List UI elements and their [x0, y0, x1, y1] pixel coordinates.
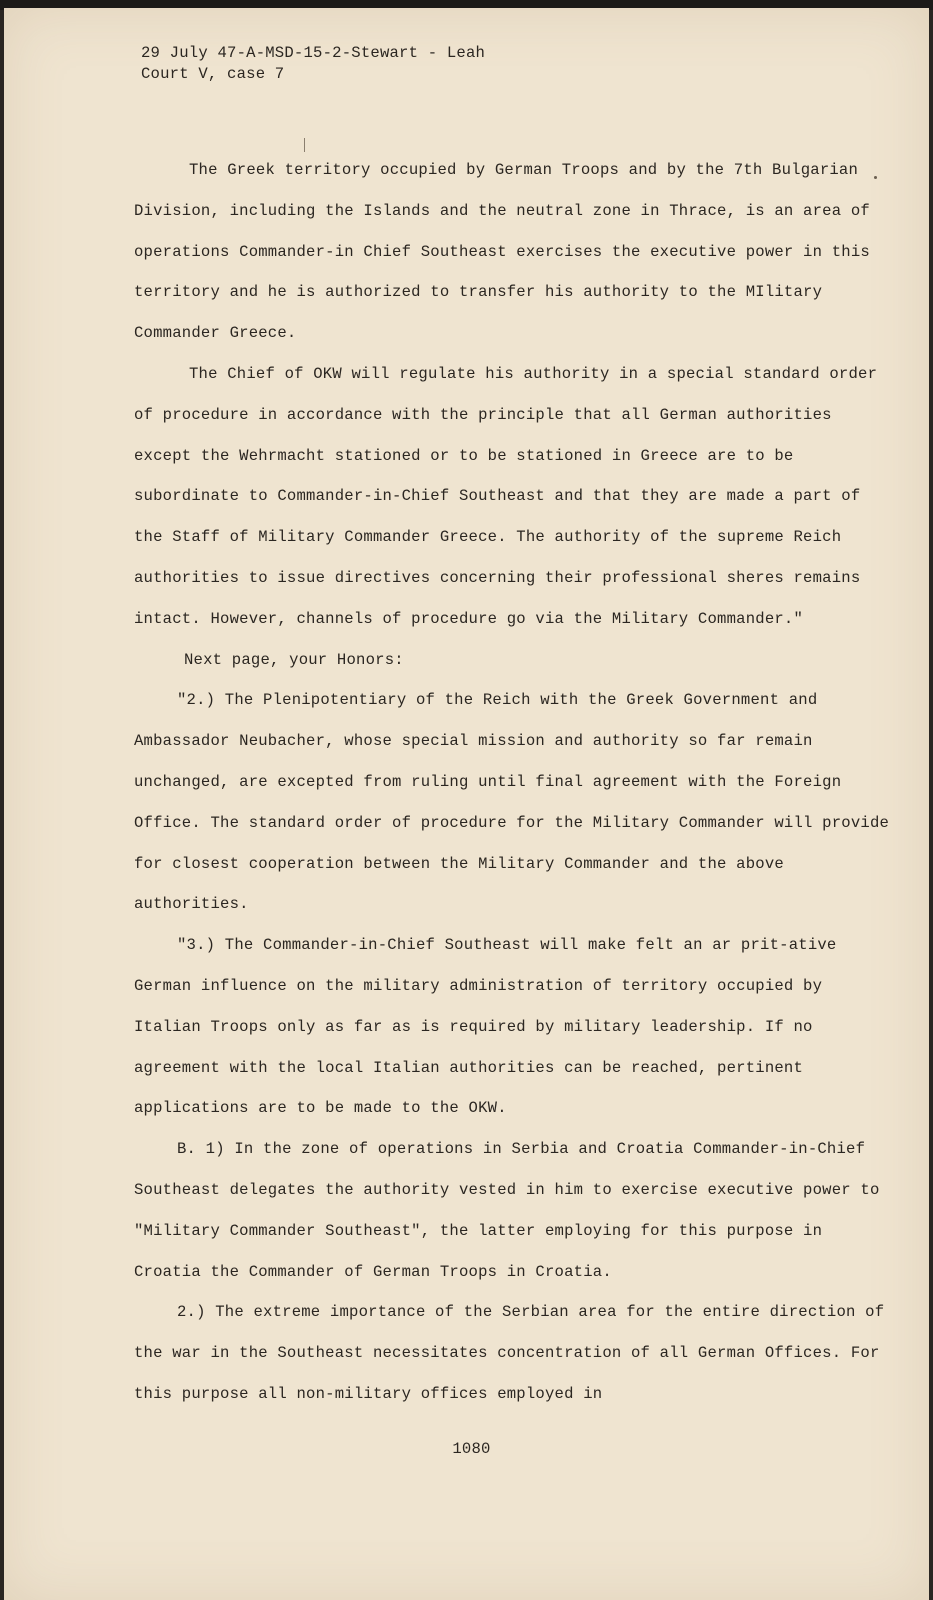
- header-court-line: Court V, case 7: [141, 65, 285, 83]
- paragraph-point-3-italian-territory: "3.) The Commander-in-Chief Southeast will make felt an ar prit-ative German influence on the military administration of territory occupied by Italian Troops only as far as is required by military leadership. If no agreement with the local Italian authorities can be reached, pertinent applications are to be made to the OKW.: [134, 936, 837, 1118]
- paragraph-b1-serbia-croatia: B. 1) In the zone of operations in Serbia and Croatia Commander-in-Chief Southeast delegates the authority vested in him to exercise executive power to "Military Commander Southeast", the latter employing for this purpose in Croatia the Commander of German Troops in Croatia.: [134, 1140, 880, 1281]
- paragraph-chief-of-okw: The Chief of OKW will regulate his authority in a special standard order of procedure in accordance with the principle that all German authorities except the Wehrmacht stationed or to be stationed in Greece are to be subordinate to Commander-in-Chief Southeast and that they are made a part of the Staff of Military Commander Greece. The authority of the supreme Reich authorities to issue directives concerning their professional sheres remains intact. However, channels of procedure go via the Military Commander.": [134, 364, 878, 628]
- page-number: 1080: [452, 1440, 491, 1458]
- paper-mark: [304, 138, 305, 152]
- transcript-body: [134, 150, 894, 1415]
- paragraph-greek-territory: The Greek territory occupied by German Troops and by the 7th Bulgarian Division, including the Islands and the neutral zone in Thrace, is an area of operations Commander-in Chief Southeast exercises the executive power in this territory and he is authorized to transfer his authority to the MIlitary Commander Greece.: [134, 161, 870, 343]
- document-header: [141, 43, 485, 85]
- paragraph-point-2-plenipotentiary: "2.) The Plenipotentiary of the Reich with the Greek Government and Ambassador Neubacher, whose special mission and authority so far remain unchanged, are excepted from ruling until final agreement with the Foreign Office. The standard order of procedure for the Military Commander will provide for closest cooperation between the Military Commander and the above authorities.: [134, 691, 890, 914]
- paragraph-b2-serbian-area: 2.) The extreme importance of the Serbian area for the entire direction of the war in the Southeast necessitates concentration of all German Offices. For this purpose all non-military offices employed in: [134, 1303, 885, 1403]
- header-reference-line: 29 July 47-A-MSD-15-2-Stewart - Leah: [141, 44, 486, 62]
- paper-speck: [874, 176, 877, 179]
- document-page: [4, 8, 929, 1600]
- paragraph-next-page: Next page, your Honors:: [184, 650, 404, 669]
